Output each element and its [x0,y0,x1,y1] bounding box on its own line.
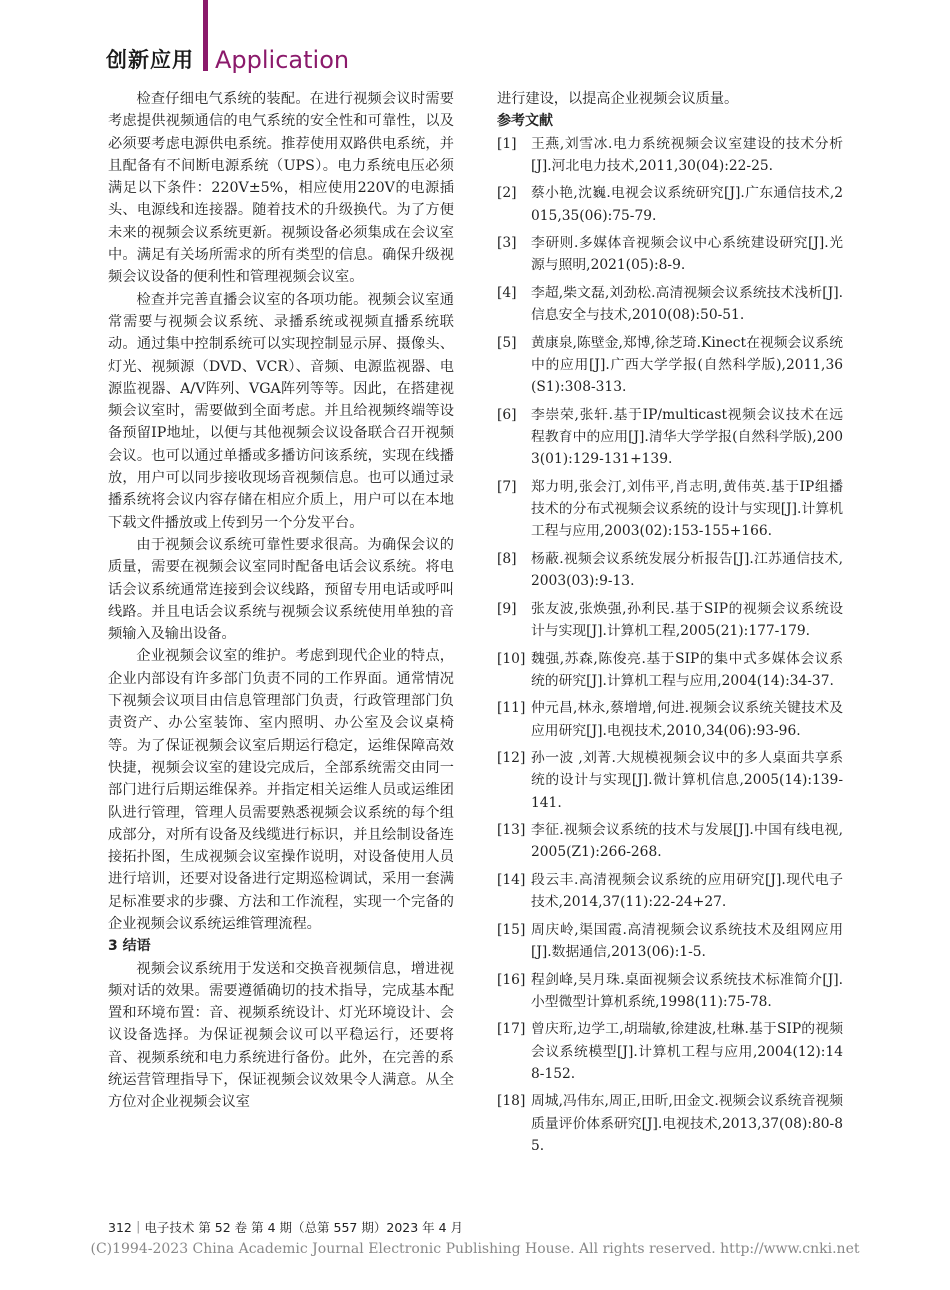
reference-text: 黄康泉,陈壁金,郑博,徐芝琦.Kinect在视频会议系统中的应用[J].广西大学学报(自然科学版),2011,36(S1):308-313. [531,334,843,396]
reference-item [497,819,843,864]
reference-text: 郑力明,张会汀,刘伟平,肖志明,黄伟英.基于IP组播技术的分布式视频会议系统的设计与实现[J].计算机工程与应用,2003(02):153-155+166. [531,478,843,540]
reference-number: [4] [497,284,517,301]
reference-item [497,404,843,471]
reference-text: 李崇荣,张轩.基于IP/multicast视频会议技术在远程教育中的应用[J].清华大学学报(自然科学版),2003(01):129-131+139. [531,406,843,468]
reference-item [497,598,843,643]
reference-number: [13] [497,822,526,839]
reference-item [497,969,843,1014]
reference-number: [11] [497,700,526,717]
reference-number: [16] [497,971,526,988]
reference-number: [15] [497,921,526,938]
reference-number: [10] [497,650,526,667]
section-heading-conclusion: 3 结语 [108,938,151,955]
reference-text: 魏强,苏森,陈俊亮.基于SIP的集中式多媒体会议系统的研究[J].计算机工程与应用,2004(14):34-37. [531,650,843,689]
reference-item [497,133,843,178]
reference-item [497,648,843,693]
conclusion-continuation: 进行建设，以提高企业视频会议质量。 [497,91,739,107]
copyright-notice: (C)1994-2023 China Academic Journal Electronic Publishing House. All rights reserved. http://www.cnki.net [90,1241,860,1257]
references-heading: 参考文献 [497,113,553,130]
reference-text: 杨蔽.视频会议系统发展分析报告[J].江苏通信技术,2003(03):9-13. [531,550,843,590]
page-footer: 312｜电子技术 第 52 卷 第 4 期（总第 557 期）2023 年 4 月 [108,1220,464,1235]
body-paragraph: 企业视频会议室的维护。考虑到现代企业的特点，企业内部设有许多部门负责不同的工作界面。通常情况下视频会议项目由信息管理部门负责，行政管理部门负责资产、办公室装饰、室内照明、办公室及会议桌椅等。为了保证视频会议室后期运行稳定，运维保障高效快捷，视频会议室的建设完成后，全部系统需交由同一部门进行后期运维保养。并指定相关运维人员或运维团队进行管理，管理人员需要熟悉视频会议系统的每个组成部分，对所有设备及线缆进行标识，并且绘制设备连接拓扑图，生成视频会议室操作说明，对设备使用人员进行培训，还要对设备进行定期巡检调试，采用一套满足标准要求的步骤、方法和工作流程，实现一个完备的企业视频会议系统运维管理流程。 [108,648,454,932]
reference-number: [6] [497,406,517,423]
left-column [108,88,454,1114]
reference-number: [9] [497,600,517,617]
reference-text: 李超,柴文磊,刘劲松.高清视频会议系统技术浅析[J].信息安全与技术,2010(08):50-51. [531,284,843,324]
reference-text: 孙一波 ,刘菁.大规模视频会议中的多人桌面共享系统的设计与实现[J].微计算机信息,2005(14):139-141. [531,750,843,811]
reference-number: [14] [497,871,526,888]
reference-number: [2] [497,185,517,202]
reference-text: 曾庆珩,边学工,胡瑞敏,徐建波,杜琳.基于SIP的视频会议系统模型[J].计算机工程与应用,2004(12):148-152. [531,1021,843,1082]
reference-item [497,232,843,277]
reference-text: 仲元昌,林永,蔡增增,何进.视频会议系统关键技术及应用研究[J].电视技术,2010,34(06):93-96. [531,700,843,739]
reference-item [497,919,843,964]
reference-text: 王燕,刘雪冰.电力系统视频会议室建设的技术分析[J].河北电力技术,2011,30(04):22-25. [531,135,843,174]
reference-number: [7] [497,478,517,495]
reference-item [497,476,843,543]
reference-item [497,548,843,593]
page-header [106,0,506,80]
right-column [497,88,843,1162]
body-paragraph: 检查并完善直播会议室的各项功能。视频会议室通常需要与视频会议系统、录播系统或视频直播系统联动。通过集中控制系统可以实现控制显示屏、摄像头、灯光、视频源（DVD、VCR）、音频、电源监视器、电源监视器、A/V阵列、VGA阵列等等。因此，在搭建视频会议室时，需要做到全面考虑。并且给视频终端等设备预留IP地址，以便与其他视频会议设备联合召开视频会议。也可以通过单播或多播访问该系统，实现在线播放，用户可以同步接收现场音视频信息。也可以通过录播系统将会议内容存储在相应介质上，用户可以在本地下载文件播放或上传到另一个分发平台。 [108,291,454,531]
reference-text: 段云丰.高清视频会议系统的应用研究[J].现代电子技术,2014,37(11):22-24+27. [531,871,843,911]
body-paragraph: 检查仔细电气系统的装配。在进行视频会议时需要考虑提供视频通信的电气系统的安全性和可靠性，以及必须要考虑电源供电系统。推荐使用双路供电系统，并且配备有不间断电源系统（UPS）。电力系统电压必须满足以下条件：220V±5%，相应使用220V的电源插头、电源线和连接器。随着技术的升级换代。为了方便未来的视频会议系统更新。视频设备必须集成在会议室中。满足有关场所需求的所有类型的信息。确保升级视频会议设备的便利性和管理视频会议室。 [108,91,454,286]
body-paragraph: 由于视频会议系统可靠性要求很高。为确保会议的质量，需要在视频会议室同时配备电话会议系统。将电话会议系统通常连接到会议线路，预留专用电话或呼叫线路。并且电话会议系统与视频会议系统使用单独的音频输入及输出设备。 [108,536,454,643]
reference-item [497,282,843,327]
reference-text: 蔡小艳,沈巍.电视会议系统研究[J].广东通信技术,2015,35(06):75-79. [531,185,843,224]
reference-item [497,332,843,399]
section-title-en: Application [215,46,350,74]
reference-item [497,182,843,227]
reference-text: 张友波,张焕强,孙利民.基于SIP的视频会议系统设计与实现[J].计算机工程,2005(21):177-179. [531,600,843,640]
reference-text: 周庆岭,渠国霞.高清视频会议系统技术及组网应用[J].数据通信,2013(06):1-5. [531,921,843,961]
section-title-cn: 创新应用 [106,48,194,72]
reference-item [497,1018,843,1085]
reference-number: [5] [497,334,517,351]
reference-number: [12] [497,750,526,767]
reference-text: 李征.视频会议系统的技术与发展[J].中国有线电视,2005(Z1):266-268. [531,822,843,861]
reference-item [497,869,843,914]
reference-number: [3] [497,235,517,252]
reference-number: [17] [497,1021,526,1038]
reference-item [497,747,843,814]
reference-text: 程剑峰,吴月珠.桌面视频会议系统技术标准简介[J].小型微型计算机系统,1998(11):75-78. [531,971,843,1010]
reference-list [497,133,843,1158]
reference-text: 李研则.多媒体音视频会议中心系统建设研究[J].光源与照明,2021(05):8-9. [531,235,843,274]
reference-number: [1] [497,135,517,152]
reference-text: 周城,冯伟东,周正,田昕,田金文.视频会议系统音视频质量评价体系研究[J].电视技术,2013,37(08):80-85. [531,1093,843,1154]
conclusion-paragraph: 视频会议系统用于发送和交换音视频信息，增进视频对话的效果。需要遵循确切的技术指导，完成基本配置和环境布置：音、视频系统设计、灯光环境设计、会议设备选择。为保证视频会议可以平稳运行，还要将音、视频系统和电力系统进行备份。此外，在完善的系统运营管理指导下，保证视频会议效果令人满意。从全方位对企业视频会议室 [108,960,454,1111]
reference-item [497,1090,843,1157]
reference-number: [18] [497,1093,526,1110]
reference-item [497,697,843,742]
header-divider-bar [203,0,208,71]
reference-number: [8] [497,550,517,567]
